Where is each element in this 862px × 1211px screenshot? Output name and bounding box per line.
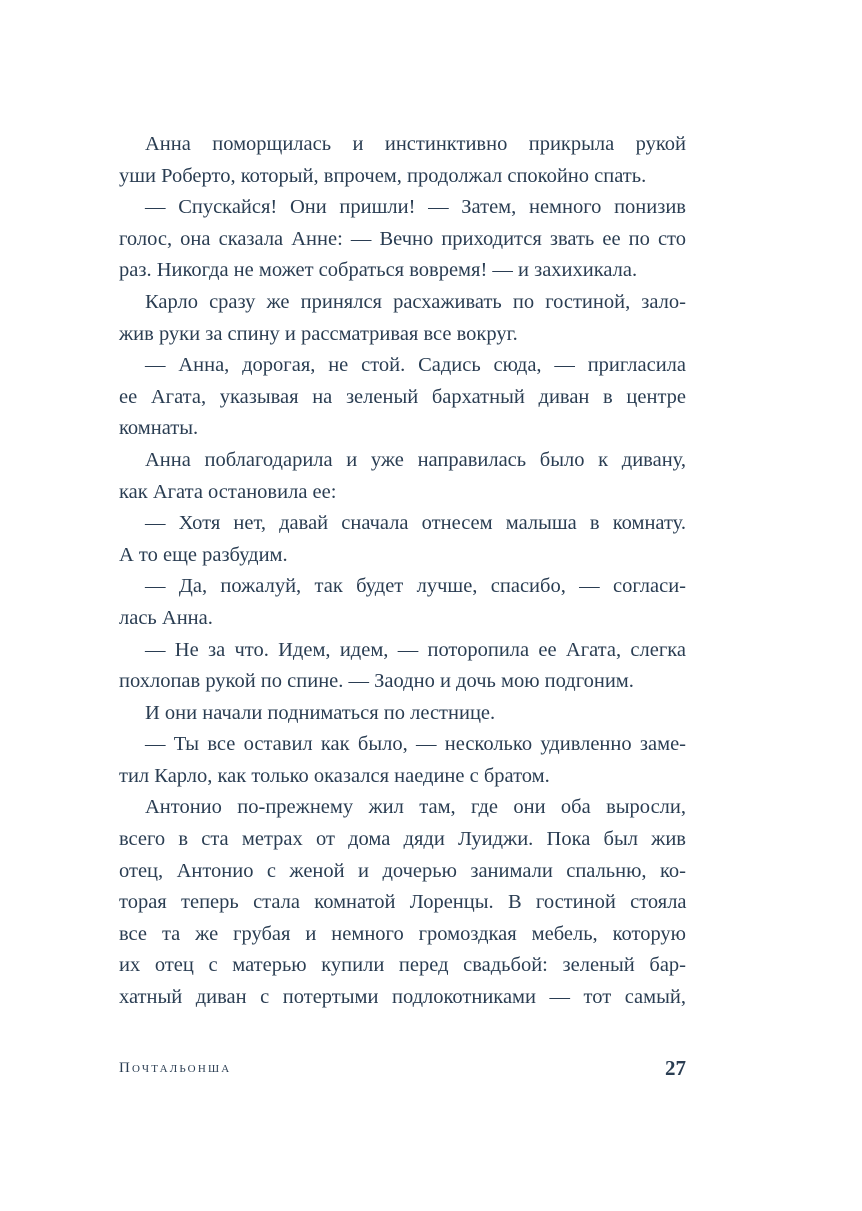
- text-line: как Агата остановила ее:: [119, 480, 337, 503]
- text-line: Антонио по-прежнему жил там, где они оба выросли,: [145, 796, 686, 819]
- text-line: всего в ста метрах от дома дяди Луиджи. Пока был жив: [119, 828, 686, 851]
- text-line: Анна поморщилась и инстинктивно прикрыла рукой: [145, 133, 686, 155]
- text-line: похлопав рукой по спине. — Заодно и дочь мою подгоним.: [119, 670, 634, 693]
- text-line: уши Роберто, который, впрочем, продолжал спокойно спать.: [119, 164, 647, 187]
- text-line: Анна поблагодарила и уже направилась было к дивану,: [145, 448, 686, 471]
- body-text: [119, 129, 686, 1014]
- text-line: жив руки за спину и рассматривая все вокруг.: [119, 322, 518, 345]
- text-line: — Анна, дорогая, не стой. Садись сюда, — пригласила: [145, 354, 686, 377]
- text-line: раз. Никогда не может собраться вовремя! — и захихикала.: [119, 259, 638, 282]
- text-line: хатный диван с потертыми подлокотниками — тот самый,: [119, 986, 686, 1009]
- text-line: — Ты все оставил как было, — несколько удивленно заме-: [145, 733, 686, 756]
- text-line: — Спускайся! Они пришли! — Затем, немного понизив: [145, 196, 686, 219]
- text-line: торая теперь стала комнатой Лоренцы. В гостиной стояла: [119, 891, 686, 914]
- text-line: лась Анна.: [119, 606, 213, 629]
- text-line: все та же грубая и немного громоздкая мебель, которую: [119, 922, 686, 945]
- running-footer-title: Почтальонша: [119, 1060, 232, 1076]
- text-line: — Да, пожалуй, так будет лучше, спасибо, — согласи-: [145, 575, 686, 598]
- text-line: ее Агата, указывая на зеленый бархатный диван в центре: [119, 385, 686, 408]
- text-line: А то еще разбудим.: [119, 543, 288, 566]
- text-line: Карло сразу же принялся расхаживать по гостиной, зало-: [145, 290, 686, 313]
- text-line: их отец с матерью купили перед свадьбой: зеленый бар-: [119, 954, 686, 977]
- page-number: 27: [665, 1056, 686, 1080]
- text-line: тил Карло, как только оказался наедине с братом.: [119, 764, 550, 787]
- text-line: комнаты.: [119, 417, 199, 440]
- text-line: голос, она сказала Анне: — Вечно приходится звать ее по сто: [119, 227, 686, 250]
- text-line: И они начали подниматься по лестнице.: [145, 701, 496, 724]
- text-line: — Не за что. Идем, идем, — поторопила ее Агата, слегка: [145, 638, 686, 661]
- text-line: отец, Антонио с женой и дочерью занимали спальню, ко-: [119, 859, 686, 882]
- text-line: — Хотя нет, давай сначала отнесем малыша в комнату.: [145, 512, 686, 535]
